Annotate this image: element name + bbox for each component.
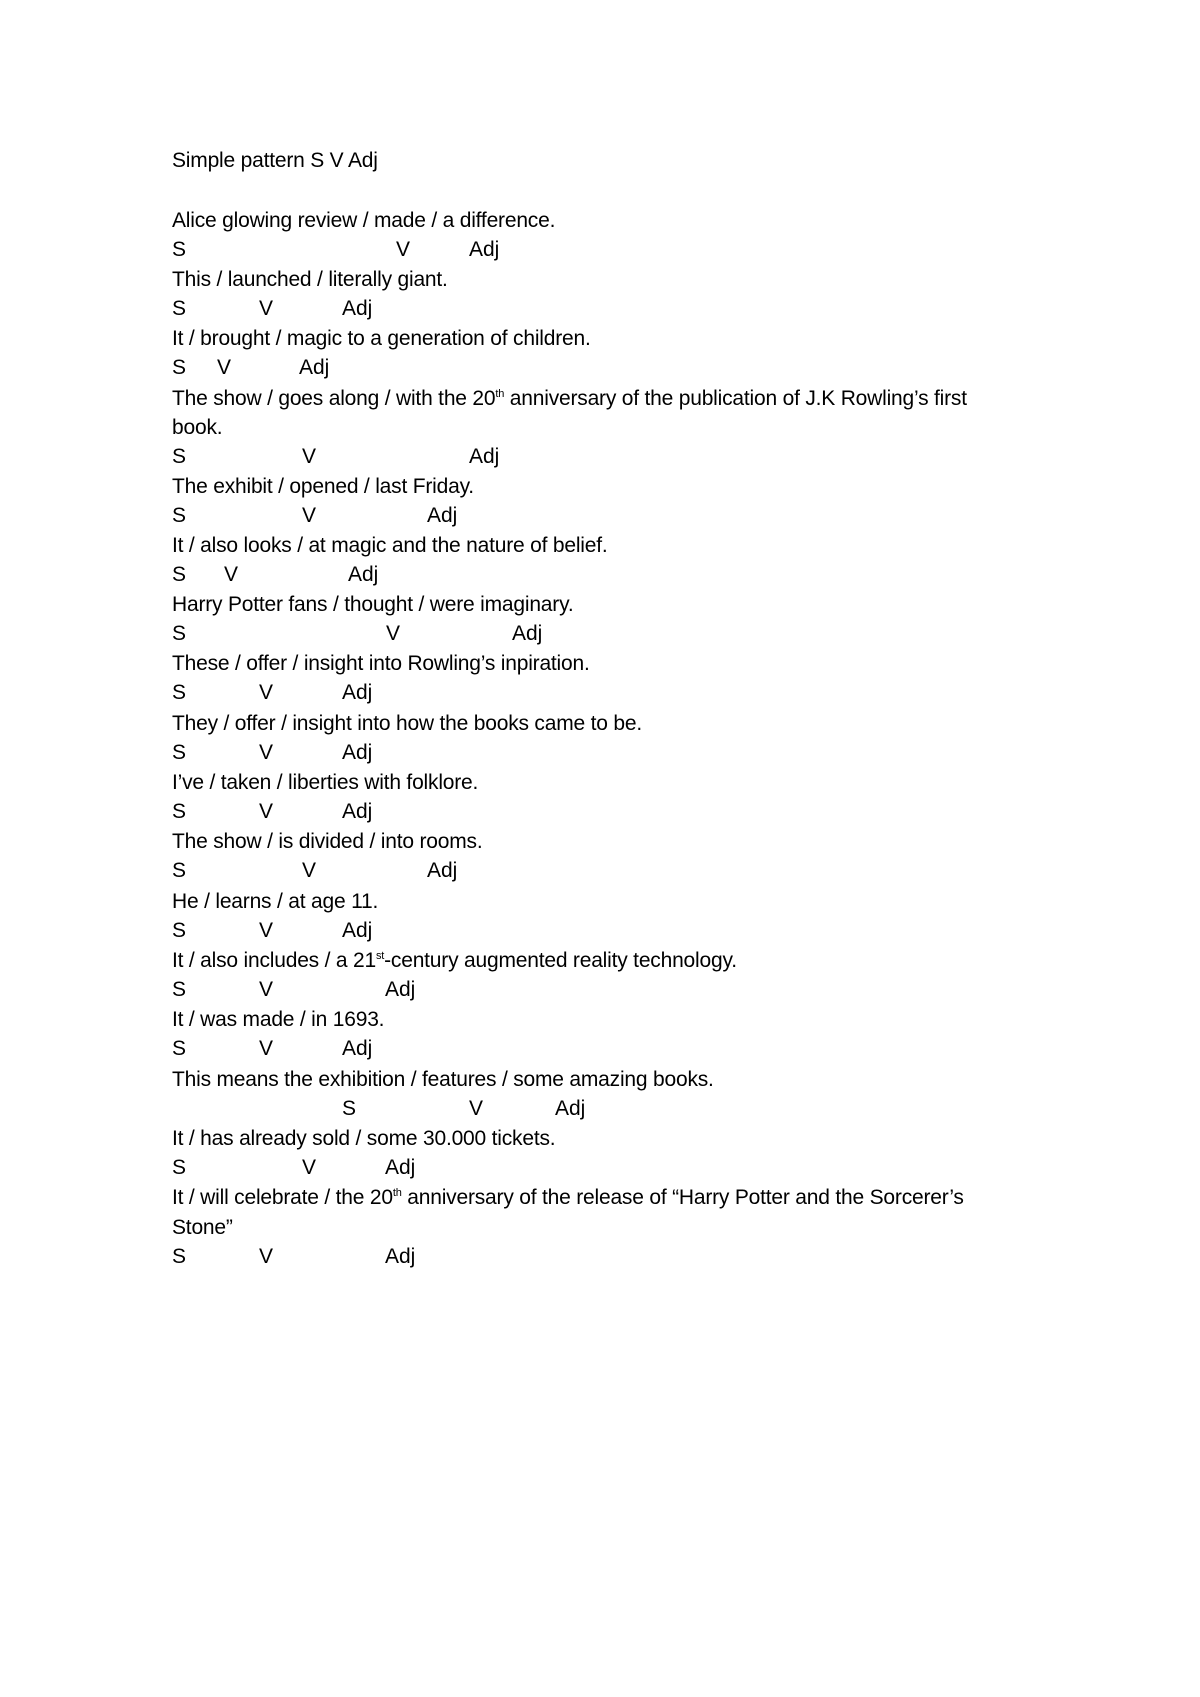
sentence-5: The exhibit / opened / last Friday. [172, 475, 474, 498]
label-adj: Adj [385, 978, 416, 1001]
label-adj: Adj [342, 681, 373, 704]
sentence-8: These / offer / insight into Rowling’s inpiration. [172, 652, 590, 675]
label-adj: Adj [469, 445, 500, 468]
label-s: S [172, 859, 187, 882]
label-s: S [172, 504, 187, 527]
label-adj: Adj [299, 356, 330, 379]
sentence-9: They / offer / insight into how the books came to be. [172, 712, 642, 735]
sentence-4-continued: book. [172, 416, 223, 439]
label-s: S [172, 356, 187, 379]
ordinal-suffix: st [375, 950, 385, 962]
label-adj: Adj [342, 741, 373, 764]
ordinal-suffix: th [392, 1187, 402, 1199]
sentence-6: It / also looks / at magic and the nature of belief. [172, 534, 608, 557]
label-s: S [172, 800, 187, 823]
sentence-14: It / was made / in 1693. [172, 1008, 385, 1031]
label-s: S [172, 978, 187, 1001]
label-s: S [342, 1097, 357, 1120]
label-adj: Adj [555, 1097, 586, 1120]
label-s: S [172, 919, 187, 942]
sentence-13-part: -century augmented reality technology. [384, 949, 737, 972]
label-v: V [259, 919, 274, 942]
sentence-17-part: It / will celebrate / the 20 [172, 1186, 393, 1209]
label-s: S [172, 681, 187, 704]
label-v: V [217, 356, 232, 379]
label-v: V [396, 238, 411, 261]
label-v: V [259, 681, 274, 704]
sentence-2: This / launched / literally giant. [172, 268, 448, 291]
label-adj: Adj [385, 1156, 416, 1179]
sentence-17 [172, 1185, 964, 1211]
sentence-7: Harry Potter fans / thought / were imaginary. [172, 593, 574, 616]
sentence-4-part: anniversary of the publication of J.K Rowling’s first [504, 387, 967, 410]
label-v: V [302, 445, 317, 468]
label-s: S [172, 741, 187, 764]
label-s: S [172, 1245, 187, 1268]
sentence-13-part: It / also includes / a 21 [172, 949, 376, 972]
label-v: V [259, 741, 274, 764]
label-s: S [172, 238, 187, 261]
label-v: V [302, 859, 317, 882]
label-s: S [172, 622, 187, 645]
label-adj: Adj [342, 800, 373, 823]
label-adj: Adj [512, 622, 543, 645]
document-title: Simple pattern S V Adj [172, 149, 378, 172]
label-v: V [259, 1245, 274, 1268]
label-adj: Adj [469, 238, 500, 261]
label-v: V [302, 504, 317, 527]
label-v: V [302, 1156, 317, 1179]
sentence-4 [172, 386, 967, 412]
label-adj: Adj [348, 563, 379, 586]
label-v: V [259, 1037, 274, 1060]
label-v: V [259, 800, 274, 823]
label-s: S [172, 563, 187, 586]
sentence-12: He / learns / at age 11. [172, 890, 379, 913]
label-v: V [224, 563, 239, 586]
label-adj: Adj [342, 1037, 373, 1060]
sentence-13 [172, 948, 737, 974]
label-v: V [259, 978, 274, 1001]
ordinal-suffix: th [495, 388, 505, 400]
sentence-10: I’ve / taken / liberties with folklore. [172, 771, 479, 794]
sentence-17-continued: Stone” [172, 1216, 233, 1239]
label-adj: Adj [427, 859, 458, 882]
label-adj: Adj [342, 919, 373, 942]
label-s: S [172, 1156, 187, 1179]
label-v: V [259, 297, 274, 320]
sentence-1: Alice glowing review / made / a difference. [172, 209, 556, 232]
label-adj: Adj [427, 504, 458, 527]
label-v: V [386, 622, 401, 645]
label-adj: Adj [385, 1245, 416, 1268]
sentence-3: It / brought / magic to a generation of children. [172, 327, 591, 350]
label-s: S [172, 297, 187, 320]
label-s: S [172, 445, 187, 468]
sentence-4-part: The show / goes along / with the 20 [172, 387, 496, 410]
sentence-16: It / has already sold / some 30.000 tickets. [172, 1127, 556, 1150]
label-s: S [172, 1037, 187, 1060]
sentence-15: This means the exhibition / features / some amazing books. [172, 1068, 714, 1091]
sentence-17-part: anniversary of the release of “Harry Potter and the Sorcerer’s [401, 1186, 964, 1209]
sentence-11: The show / is divided / into rooms. [172, 830, 483, 853]
label-adj: Adj [342, 297, 373, 320]
label-v: V [469, 1097, 484, 1120]
